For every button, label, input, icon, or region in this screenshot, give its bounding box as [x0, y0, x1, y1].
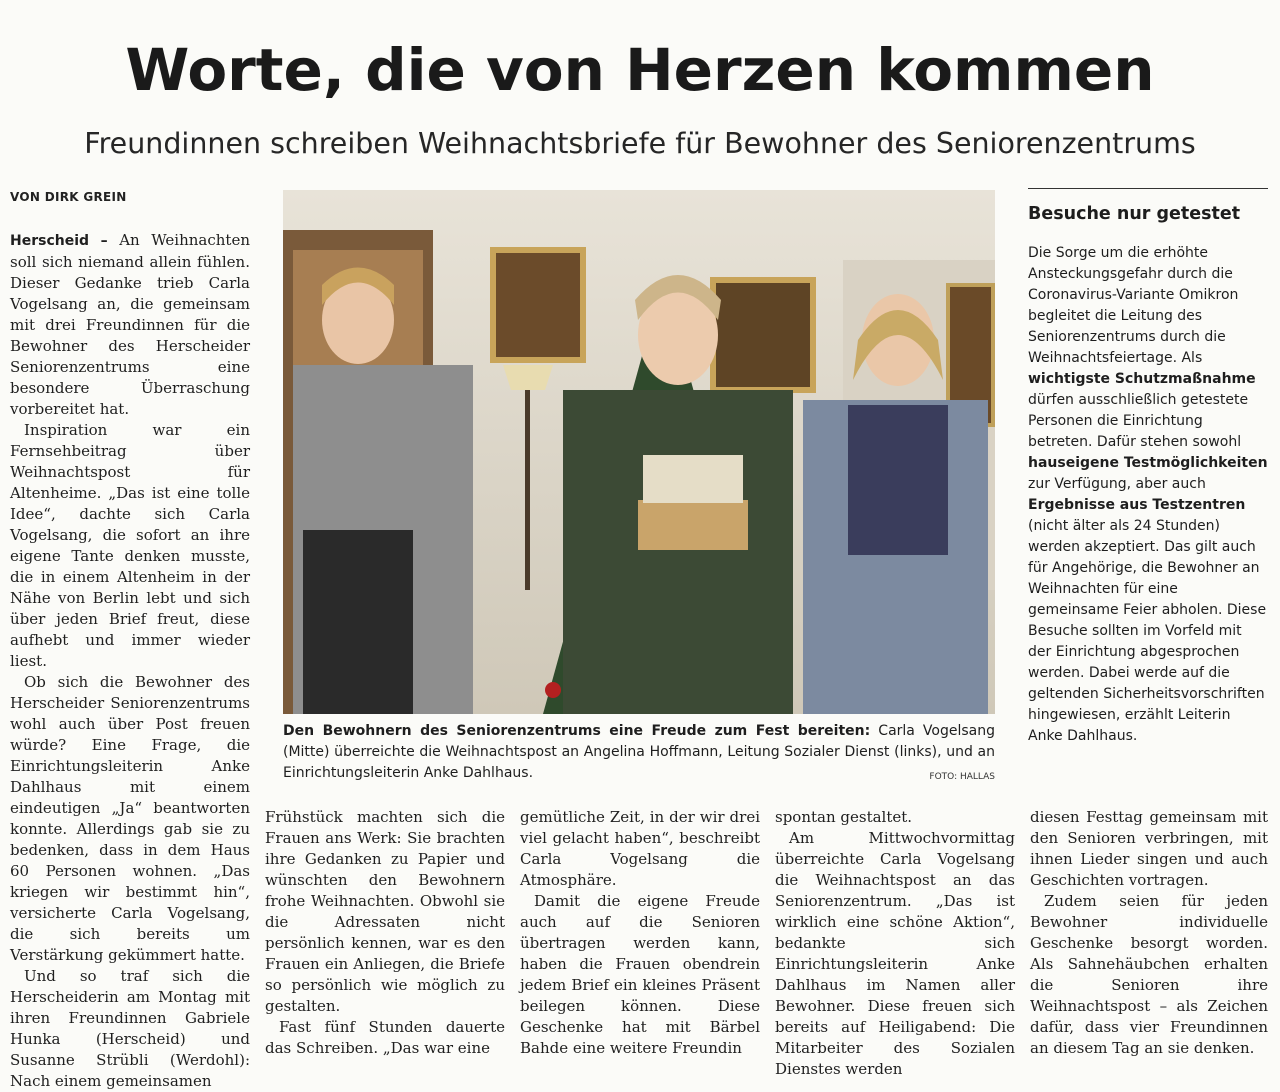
photo-caption	[283, 721, 995, 784]
sidebar-title: Besuche nur getestet	[1028, 204, 1241, 224]
article-column-4	[775, 807, 1015, 1080]
article-column-5	[1030, 807, 1268, 1059]
lamp	[503, 365, 553, 390]
sidebar-text-segment: Die Sorge um die erhöhte Ansteckungsgefahr durch die Coronavirus-Variante Omikron begleitet die Leitung des Seniorenzentrums durch die Weihnachtsfeiertage. Als	[1028, 245, 1239, 366]
subheadline: Freundinnen schreiben Weihnachtsbriefe für Bewohner des Seniorenzentrums	[84, 127, 1196, 160]
person-center	[563, 390, 793, 714]
article-column-1	[10, 230, 250, 1092]
sidebar-highlight: wichtigste Schutzmaßnahme	[1028, 371, 1256, 387]
article-photo	[283, 190, 995, 714]
article-column-3	[520, 807, 760, 1059]
sidebar-text	[1028, 243, 1268, 747]
article-paragraph: Inspiration war ein Fernsehbeitrag über Weihnachtspost für Altenheime. „Das ist eine tolle Idee“, dachte sich Carla Vogelsang, die sofort an ihre eigene Tante denken musste, die in einem Altenheim in der Nähe von Berlin lebt und sich über jeden Brief freut, diese aufhebt und immer wieder liest.	[10, 421, 250, 670]
headline: Worte, die von Herzen kommen	[125, 36, 1155, 104]
sidebar-highlight: hauseigene Testmöglichkeiten	[1028, 455, 1268, 471]
painting	[713, 280, 813, 390]
photo-credit: FOTO: HALLAS	[929, 772, 995, 782]
painting	[493, 250, 583, 360]
dateline: Herscheid –	[10, 233, 108, 249]
photo-illustration	[283, 190, 995, 714]
article-paragraph: Am Mittwochvormittag überreichte Carla Vogelsang die Weihnachtspost an das Seniorenzentrum. „Das ist wirklich eine schöne Aktion“, bedankte sich Einrichtungsleiterin Anke Dahlhaus im Namen aller Bewohner. Diese freuen sich bereits auf Heiligabend: Die Mitarbeiter des Sozialen Dienstes werden	[775, 829, 1015, 1078]
article-paragraph: gemütliche Zeit, in der wir drei viel gelacht haben“, beschreibt Carla Vogelsang die Atmosphäre.	[520, 808, 760, 889]
paragraph-text: An Weihnachten soll sich niemand allein fühlen. Dieser Gedanke trieb Carla Vogelsang an, die gemeinsam mit drei Freundinnen für die Bewohner des Herscheider Seniorenzentrums eine besondere Überraschung vorbereitet hat.	[10, 231, 250, 418]
article-paragraph: diesen Festtag gemeinsam mit den Senioren verbringen, mit ihnen Lieder singen und auch Geschichten vortragen.	[1030, 808, 1268, 889]
article-paragraph: Und so traf sich die Herscheiderin am Montag mit ihren Freundinnen Gabriele Hunka (Herscheid) und Susanne Strübli (Werdohl): Nach einem gemeinsamen	[10, 967, 250, 1090]
article-paragraph: Ob sich die Bewohner des Herscheider Seniorenzentrums wohl auch über Post freuen würde? Eine Frage, die Einrichtungsleiterin Anke Dahlhaus mit einem eindeutigen „Ja“ beantworten konnte. Allerdings gab sie zu bedenken, dass in dem Haus 60 Personen wohnen. „Das kriegen wir bestimmt hin“, versicherte Carla Vogelsang, die sich bereits um Verstärkung gekümmert hatte.	[10, 673, 250, 964]
article-paragraph: Fast fünf Stunden dauerte das Schreiben. „Das war eine	[265, 1018, 505, 1057]
sidebar-text-segment: dürfen ausschließlich getestete Personen die Einrichtung betreten. Dafür stehen sowohl	[1028, 392, 1249, 450]
article-paragraph: spontan gestaltet.	[775, 808, 913, 826]
article-paragraph: Frühstück machten sich die Frauen ans Werk: Sie brachten ihre Gedanken zu Papier und wünschten den Bewohnern frohe Weihnachten. Obwohl sie die Adressaten nicht persönlich kennen, war es den Frauen ein Anliegen, die Briefe so persönlich wie möglich zu gestalten.	[265, 808, 505, 1015]
article-paragraph: Damit die eigene Freude auch auf die Senioren übertragen werden kann, haben die Frauen obendrein jedem Brief ein kleines Präsent beilegen können. Diese Geschenke hat mit Bärbel Bahde eine weitere Freundin	[520, 892, 760, 1057]
article-paragraph: Zudem seien für jeden Bewohner individuelle Geschenke besorgt worden. Als Sahnehäubchen erhalten die Senioren ihre Weihnachtspost – als Zeichen dafür, dass vier Freundinnen an diesem Tag an sie denken.	[1030, 892, 1268, 1057]
sidebar-divider	[1028, 188, 1268, 189]
sidebar-text-segment: zur Verfügung, aber auch	[1028, 476, 1206, 492]
byline: VON DIRK GREIN	[10, 190, 127, 204]
caption-lead: Den Bewohnern des Seniorenzentrums eine Freude zum Fest bereiten:	[283, 723, 871, 739]
letter-box	[638, 500, 748, 550]
caption-text: Carla Vogelsang (Mitte) überreichte die Weihnachtspost an Angelina Hoffmann, Leitung Sozialer Dienst (links), und an Einrichtungsleiterin Anke Dahlhaus.	[283, 723, 996, 781]
article-column-2	[265, 807, 505, 1059]
sidebar-highlight: Ergebnisse aus Testzentren	[1028, 497, 1246, 513]
article-paragraph	[10, 230, 250, 420]
sidebar-text-segment: (nicht älter als 24 Stunden) werden akzeptiert. Das gilt auch für Angehörige, die Bewohner an Weihnachten für eine gemeinsame Feier abholen. Diese Besuche sollten im Vorfeld mit der Einrichtung abgesprochen werden. Dabei werde auf die geltenden Sicherheitsvorschriften hingewiesen, erzählt Leiterin Anke Dahlhaus.	[1028, 518, 1267, 744]
